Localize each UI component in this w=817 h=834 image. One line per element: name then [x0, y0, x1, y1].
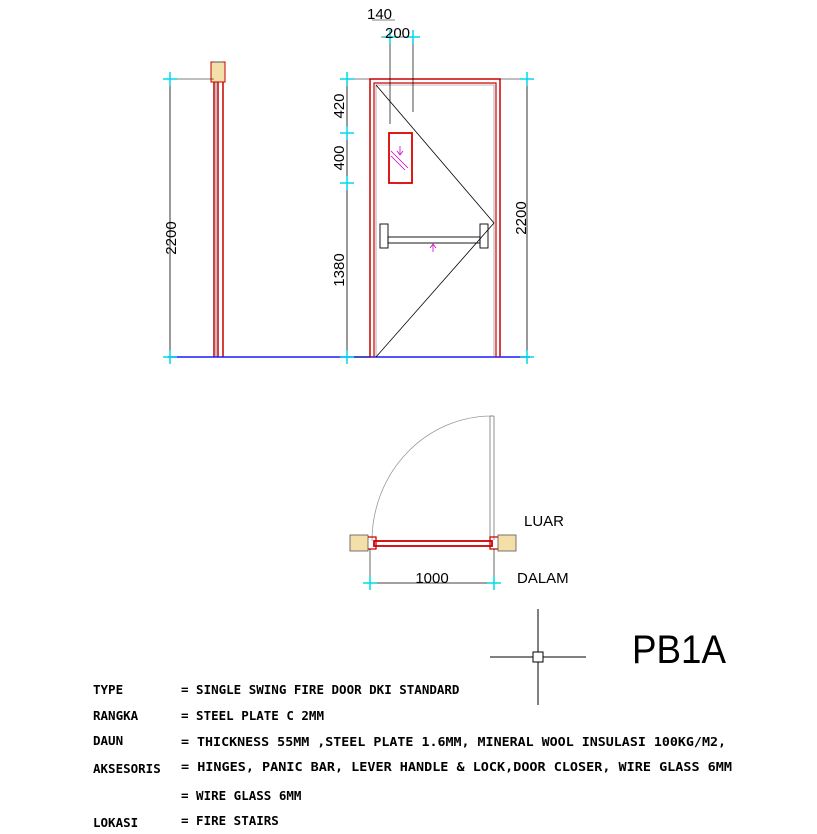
wall-right [498, 535, 516, 551]
panic-bar [380, 224, 488, 248]
spec-row [181, 788, 301, 803]
spec-value: = FIRE STAIRS [181, 813, 279, 828]
spec-row [93, 759, 732, 776]
dimension-marker [340, 126, 354, 140]
dimension-420: 420 [331, 93, 348, 119]
crosshair-cursor-icon [490, 609, 586, 705]
spec-row [93, 708, 324, 723]
label-outside: LUAR [524, 513, 565, 530]
height-dimension-right: 2200 [513, 201, 530, 235]
door-swing-arc [372, 416, 492, 541]
dimension-1380: 1380 [331, 253, 348, 287]
dimension-marker [340, 176, 354, 190]
dimension-marker [163, 350, 177, 364]
dimension-marker [163, 72, 177, 86]
spec-label: AKSESORIS [93, 761, 161, 776]
spec-row [93, 813, 279, 830]
spec-value: = WIRE GLASS 6MM [181, 788, 302, 803]
dimension-marker [520, 72, 534, 86]
dimension-200: 200 [385, 25, 411, 42]
door-type-tag: PB1A [632, 628, 727, 672]
door-frame-outer [370, 79, 500, 357]
specification-table [93, 682, 732, 830]
wall-left [350, 535, 368, 551]
wire-glass-hatch [391, 151, 408, 168]
dimension-marker [363, 576, 377, 590]
dimension-marker [487, 576, 501, 590]
top-dimensions [367, 6, 420, 44]
plan-width-dimension: 1000 [415, 570, 449, 587]
door-leaf-plan [374, 541, 492, 546]
label-inside: DALAM [517, 570, 569, 587]
door-frame-inner [374, 83, 496, 357]
dimension-400: 400 [331, 145, 348, 171]
spec-row [93, 682, 459, 697]
height-dimension-left: 2200 [163, 221, 180, 255]
vertical-stack-dimensions [331, 72, 370, 364]
door-elevation-view [370, 35, 500, 357]
dimension-140: 140 [367, 6, 393, 23]
door-section-view [211, 62, 225, 357]
spec-row [93, 733, 726, 749]
right-height-dimension [500, 72, 534, 364]
spec-value: = THICKNESS 55MM ,STEEL PLATE 1.6MM, MINERAL WOOL INSULASI 100KG/M2, [181, 734, 726, 749]
door-swing-indicator [376, 85, 494, 357]
spec-label: RANGKA [93, 708, 139, 723]
dimension-marker [520, 350, 534, 364]
spec-value: = SINGLE SWING FIRE DOOR DKI STANDARD [181, 682, 460, 697]
spec-label: DAUN [93, 733, 124, 748]
spec-value: = HINGES, PANIC BAR, LEVER HANDLE & LOCK,DOOR CLOSER, WIRE GLASS 6MM [181, 759, 732, 774]
dimension-marker [340, 72, 354, 86]
spec-value: = STEEL PLATE C 2MM [181, 708, 324, 723]
spec-label: TYPE [93, 682, 124, 697]
spec-label: LOKASI [93, 815, 139, 830]
dimension-marker [340, 350, 354, 364]
door-plan-view [350, 416, 569, 590]
left-height-dimension [163, 72, 214, 364]
